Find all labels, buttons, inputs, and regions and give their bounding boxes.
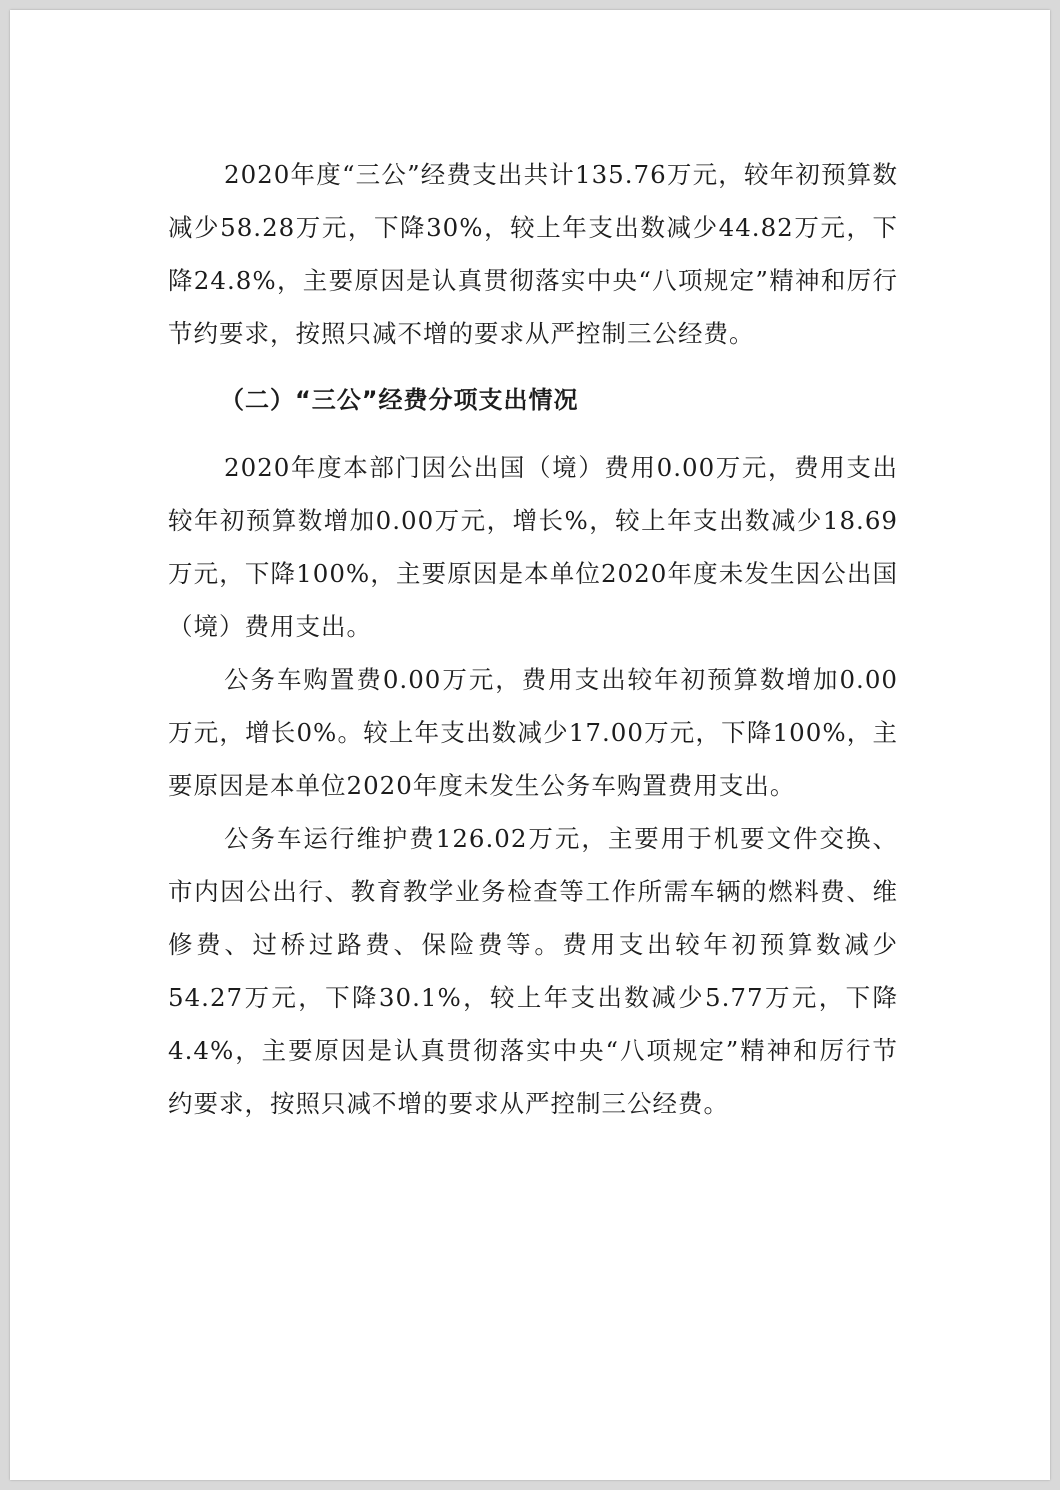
paragraph-vehicle-operation: 公务车运行维护费126.02万元，主要用于机要文件交换、市内因公出行、教育教学业务检查等工作所需车辆的燃料费、维修费、过桥过路费、保险费等。费用支出较年初预算数减少54.27万元，下降30.1%，较上年支出数减少5.77万元，下降4.4%，主要原因是认真贯彻落实中央“八项规定”精神和厉行节约要求，按照只减不增的要求从严控制三公经费。: [168, 824, 898, 1118]
paragraph-vehicle-purchase: 公务车购置费0.00万元，费用支出较年初预算数增加0.00万元，增长0%。较上年支出数减少17.00万元，下降100%，主要原因是本单位2020年度未发生公务车购置费用支出。: [168, 665, 898, 800]
section-heading-itemized: （二）“三公”经费分项支出情况: [220, 386, 579, 414]
paragraph-total-expenditure: 2020年度“三公”经费支出共计135.76万元，较年初预算数减少58.28万元，下降30%，较上年支出数减少44.82万元，下降24.8%，主要原因是认真贯彻落实中央“八项规定”精神和厉行节约要求，按照只减不增的要求从严控制三公经费。: [168, 160, 898, 348]
document-page: [10, 10, 1050, 1480]
paragraph-overseas-travel: 2020年度本部门因公出国（境）费用0.00万元，费用支出较年初预算数增加0.00万元，增长%，较上年支出数减少18.69万元，下降100%，主要原因是本单位2020年度未发生因公出国（境）费用支出。: [168, 453, 898, 641]
document-body: [168, 148, 898, 1130]
